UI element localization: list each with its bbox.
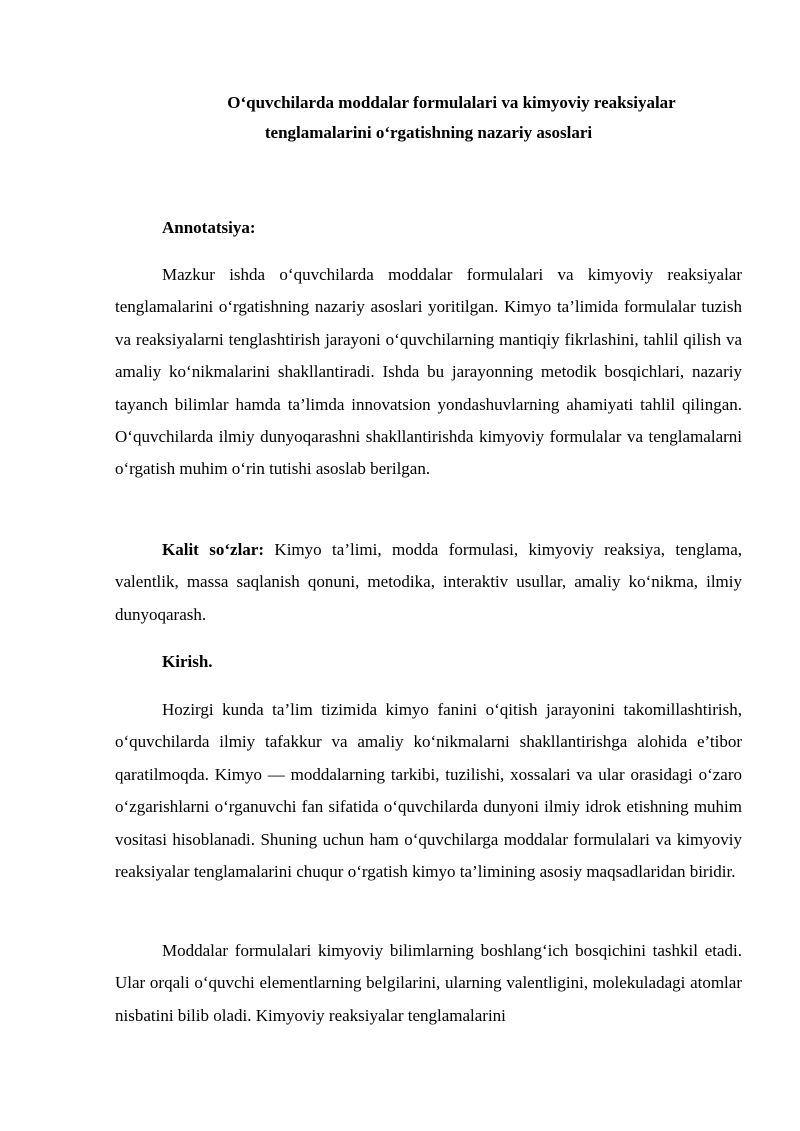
keywords-text: Kimyo ta’limi, modda formulasi, kimyoviy reaksiya, tenglama, valentlik, massa saqlanish qonuni, metodika, interaktiv usullar, amaliy ko‘nikma, ilmiy dunyoqarash. <box>115 540 742 624</box>
intro-paragraph-1: Hozirgi kunda ta’lim tizimida kimyo fanini o‘qitish jarayonini takomillashtirish, o‘quvchilarda ilmiy tafakkur va amaliy ko‘nikmalarni shakllantirishga alohida e’tibor qaratilmoqda. Kimyo — moddalarning tarkibi, tuzilishi, xossalari va ular orasidagi o‘zaro o‘zgarishlarni o‘rganuvchi fan sifatida o‘quvchilarda dunyoni ilmiy idrok etishning muhim vositasi hisoblanadi. Shuning uchun ham o‘quvchilarga moddalar formulalari va kimyoviy reaksiyalar tenglamalarini chuqur o‘rgatish kimyo ta’limining asosiy maqsadlaridan biridir. <box>115 700 742 882</box>
document-title-line-1: O‘quvchilarda moddalar formulalari va kimyoviy reaksiyalar <box>227 93 676 112</box>
intro-paragraph-2: Moddalar formulalari kimyoviy bilimlarning boshlang‘ich bosqichini tashkil etadi. Ular orqali o‘quvchi elementlarning belgilarini, ularning valentligini, molekuladagi atomlar nisbatini bilib oladi. Kimyoviy reaksiyalar tenglamalarini <box>115 941 742 1025</box>
document-title-line-2: tenglamalarini o‘rgatishning nazariy asoslari <box>264 123 593 142</box>
keywords-label: Kalit so‘zlar: <box>162 540 264 559</box>
annotation-heading: Annotatsiya: <box>162 218 256 237</box>
annotation-paragraph: Mazkur ishda o‘quvchilarda moddalar formulalari va kimyoviy reaksiyalar tenglamalarini o‘rgatishning nazariy asoslari yoritilgan. Kimyo ta’limida formulalar tuzish va reaksiyalarni tenglashtirish jarayoni o‘quvchilarning mantiqiy fikrlashini, tahlil qilish va amaliy ko‘nikmalarini shakllantiradi. Ishda bu jarayonning metodik bosqichlari, nazariy tayanch bilimlar hamda ta’limda innovatsion yondashuvlarning ahamiyati tahlil qilingan. O‘quvchilarda ilmiy dunyoqarashni shakllantirishda kimyoviy formulalar va tenglamalarni o‘rgatish muhim o‘rin tutishi asoslab berilgan. <box>115 265 742 479</box>
keywords-paragraph <box>115 534 742 631</box>
intro-heading: Kirish. <box>162 652 213 671</box>
